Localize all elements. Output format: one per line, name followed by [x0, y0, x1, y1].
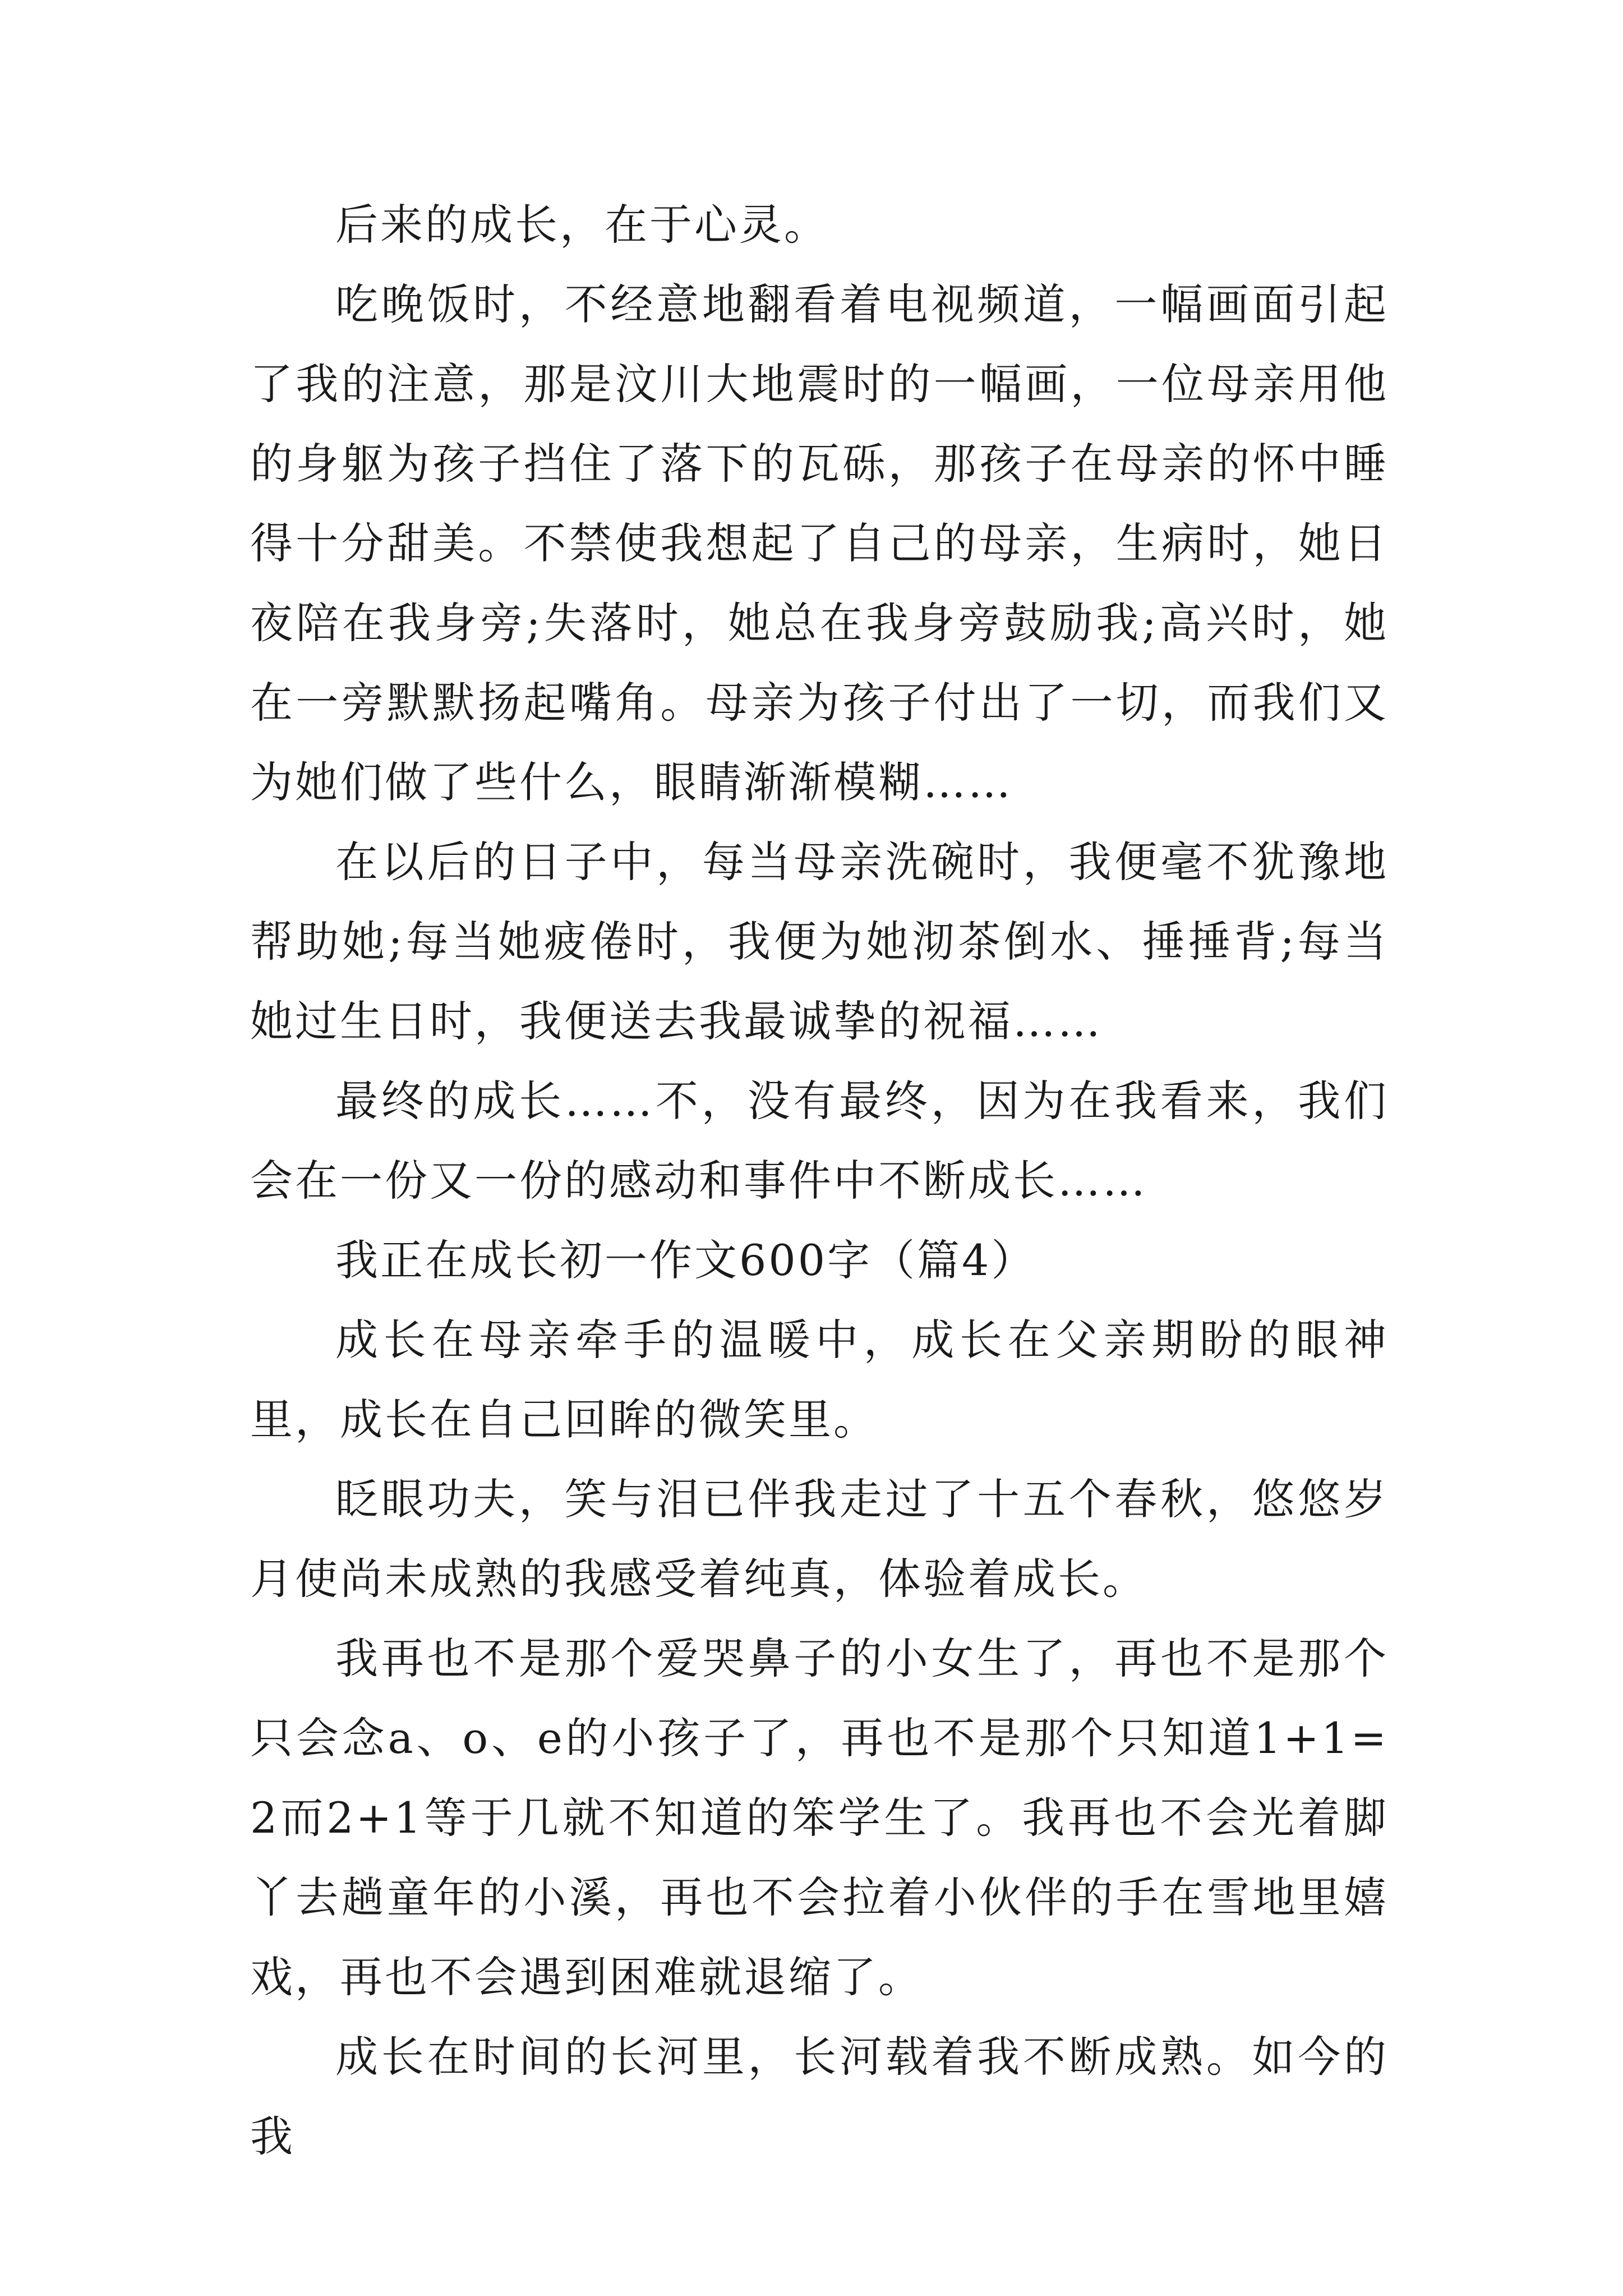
paragraph-6: 眨眼功夫，笑与泪已伴我走过了十五个春秋，悠悠岁月使尚未成熟的我感受着纯真，体验着成长。 [250, 1474, 1389, 1604]
section-heading: 我正在成长初一作文600字（篇4） [335, 1235, 1036, 1285]
paragraph-1: 后来的成长，在于心灵。 [335, 200, 829, 250]
document-body [250, 185, 1389, 2177]
paragraph-4: 最终的成长……不，没有最终，因为在我看来，我们会在一份又一份的感动和事件中不断成长…… [250, 1076, 1389, 1205]
paragraph-7: 我再也不是那个爱哭鼻子的小女生了，再也不是那个只会念a、o、e的小孩子了，再也不是那个只知道1+1=2而2+1等于几就不知道的笨学生了。我再也不会光着脚丫去趟童年的小溪，再也不会拉着小伙伴的手在雪地里嬉戏，再也不会遇到困难就退缩了。 [250, 1634, 1389, 2002]
paragraph-2: 吃晚饭时，不经意地翻看着电视频道，一幅画面引起了我的注意，那是汶川大地震时的一幅画，一位母亲用他的身躯为孩子挡住了落下的瓦砾，那孩子在母亲的怀中睡得十分甜美。不禁使我想起了自己的母亲，生病时，她日夜陪在我身旁;失落时，她总在我身旁鼓励我;高兴时，她在一旁默默扬起嘴角。母亲为孩子付出了一切，而我们又为她们做了些什么，眼睛渐渐模糊…… [250, 279, 1389, 807]
paragraph-3: 在以后的日子中，每当母亲洗碗时，我便毫不犹豫地帮助她;每当她疲倦时，我便为她沏茶倒水、捶捶背;每当她过生日时，我便送去我最诚挚的祝福…… [250, 837, 1389, 1046]
paragraph-5: 成长在母亲牵手的温暖中，成长在父亲期盼的眼神里，成长在自己回眸的微笑里。 [250, 1315, 1389, 1444]
paragraph-8: 成长在时间的长河里，长河载着我不断成熟。如今的我 [250, 2032, 1389, 2161]
